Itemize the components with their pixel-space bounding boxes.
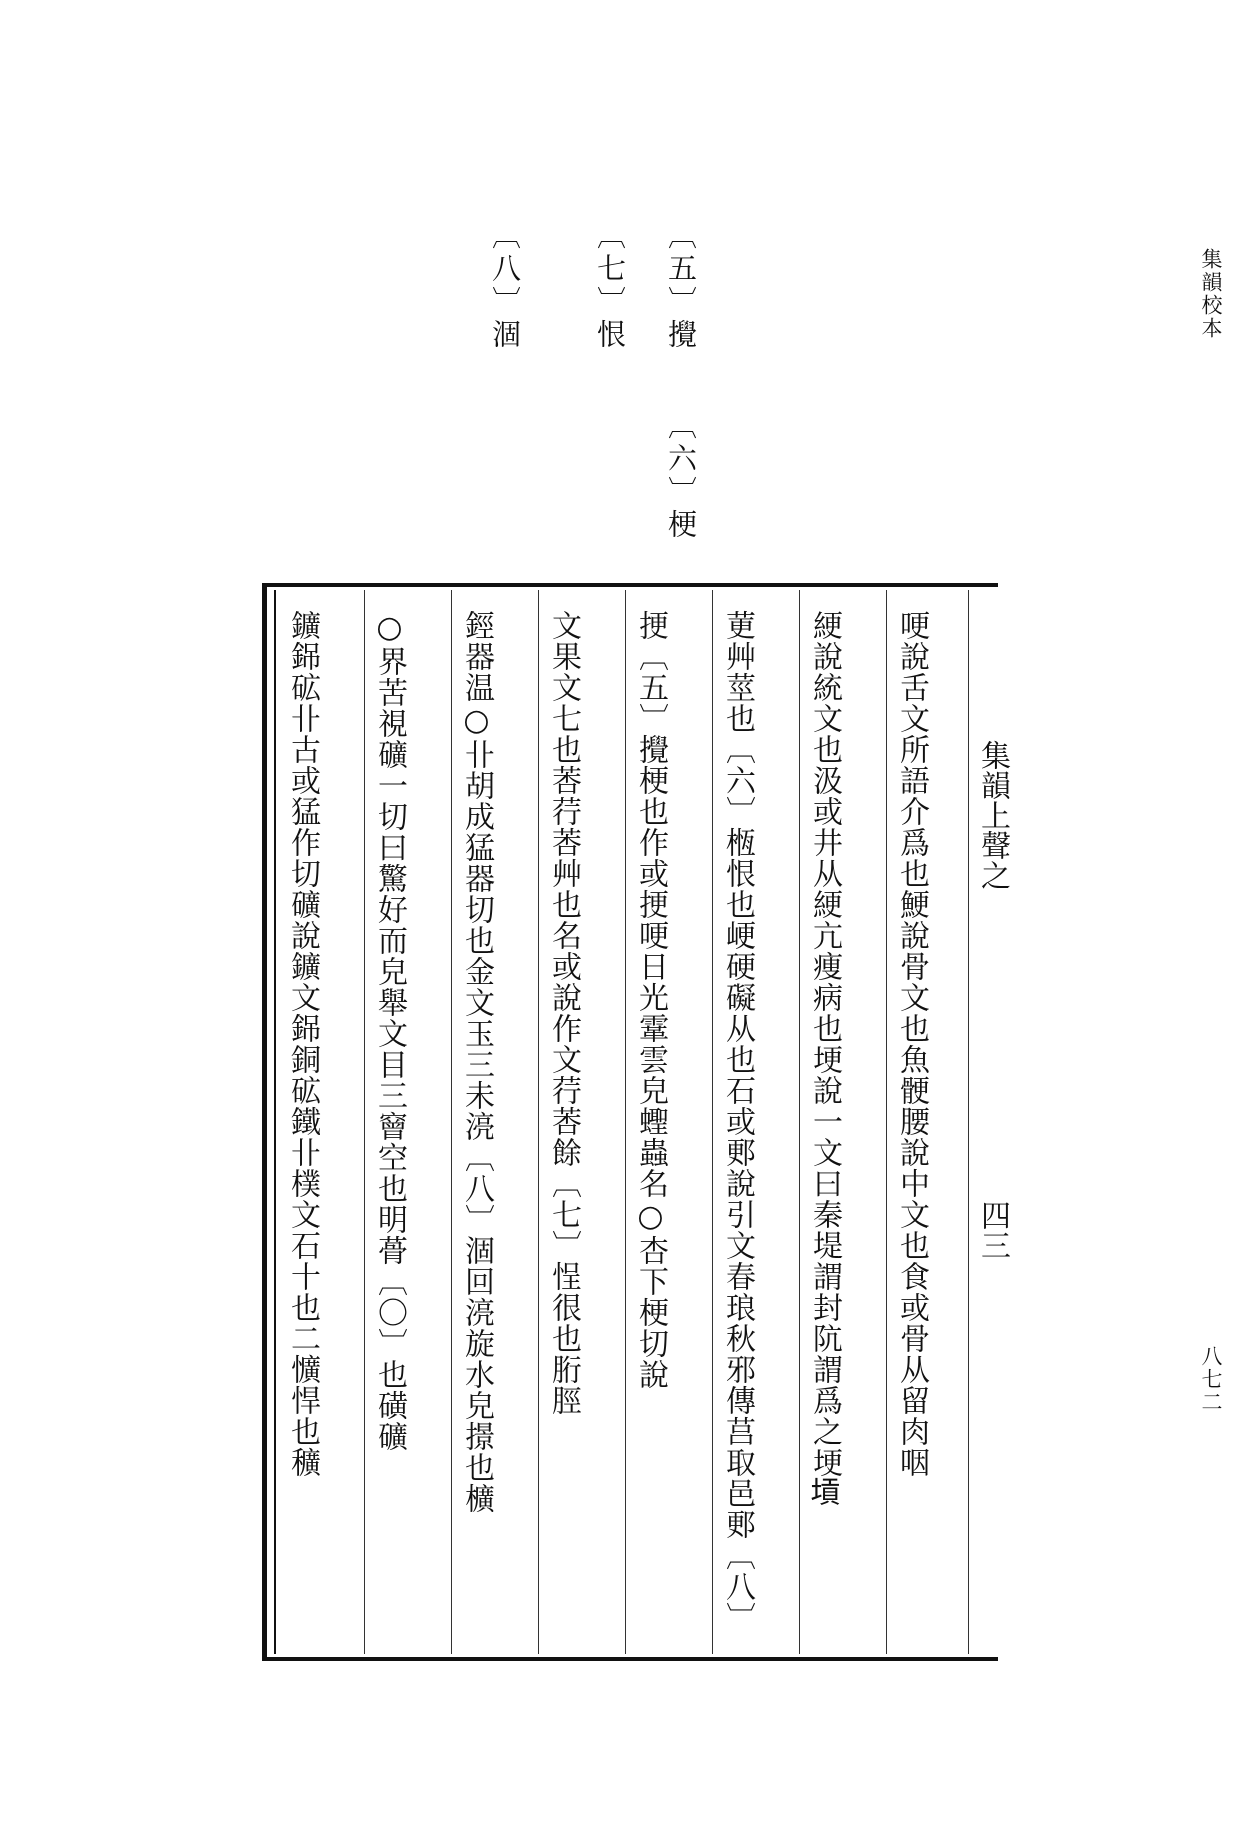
note-7 bbox=[590, 220, 631, 352]
note-text: 梗 bbox=[664, 509, 698, 542]
column-divider bbox=[451, 590, 452, 1654]
column-divider bbox=[364, 590, 365, 1654]
banner-leaf: 四三 bbox=[975, 1200, 1010, 1260]
note-marker: 〔七〕 bbox=[593, 220, 627, 319]
banner-title: 集韻上聲之 bbox=[975, 740, 1010, 890]
text-column-4: 挭〔五〕攪梗也作或挭哽日光䨣雲皃蟶蟲名○杏下梗切說 bbox=[633, 610, 668, 1390]
column-divider bbox=[886, 590, 887, 1654]
column-divider bbox=[625, 590, 626, 1654]
text-column-8: 鑛銱砿卝古或猛作切礦說鑛文銱銅砿鐵卝樸文石十也二懭悍也穬 bbox=[285, 610, 320, 1478]
note-marker: 〔八〕 bbox=[488, 220, 522, 319]
note-5 bbox=[661, 220, 702, 352]
note-text: 攪 bbox=[664, 319, 698, 352]
banner-column bbox=[968, 590, 1010, 1654]
note-6 bbox=[661, 410, 702, 542]
note-marker: 〔五〕 bbox=[664, 220, 698, 319]
note-marker: 〔六〕 bbox=[664, 410, 698, 509]
note-text: 涸 bbox=[488, 319, 522, 352]
column-divider bbox=[712, 590, 713, 1654]
text-column-7: ○界苦視礦一切曰驚好而皃舉文目三䆵空也明蓇〔〇〕也磺礦 bbox=[372, 610, 407, 1452]
text-column-6: 鋞器温○卝胡成猛器切也金文玉三未湸〔八〕涸回湸旋水皃撔也櫎 bbox=[459, 610, 494, 1514]
panel-inner-border bbox=[274, 590, 276, 1654]
text-column-3: 莄艸莖也〔六〕㮓恨也峺硬礙从也石或郠說引文春琅秋邪傳莒取邑郠〔八〕 bbox=[720, 610, 755, 1633]
running-head: 集韻校本 bbox=[1199, 248, 1223, 340]
text-column-2: 綆說統文也汲或井从綆亢痩病也埂說一文曰秦堤謂封阬謂爲之埂𡎴 bbox=[807, 610, 842, 1509]
page-number: 八七二 bbox=[1199, 1345, 1223, 1414]
text-column-1: 哽說舌文所語介爲也鯁說骨文也魚骾腰說中文也食或骨从留肉咽 bbox=[894, 610, 929, 1478]
text-column-5: 文果文七也莕荇莕艸也名或說作文荇莕餘〔七〕悜很也胻脛 bbox=[546, 610, 581, 1416]
column-divider bbox=[799, 590, 800, 1654]
column-divider bbox=[538, 590, 539, 1654]
note-text: 恨 bbox=[593, 319, 627, 352]
note-8 bbox=[485, 220, 526, 352]
